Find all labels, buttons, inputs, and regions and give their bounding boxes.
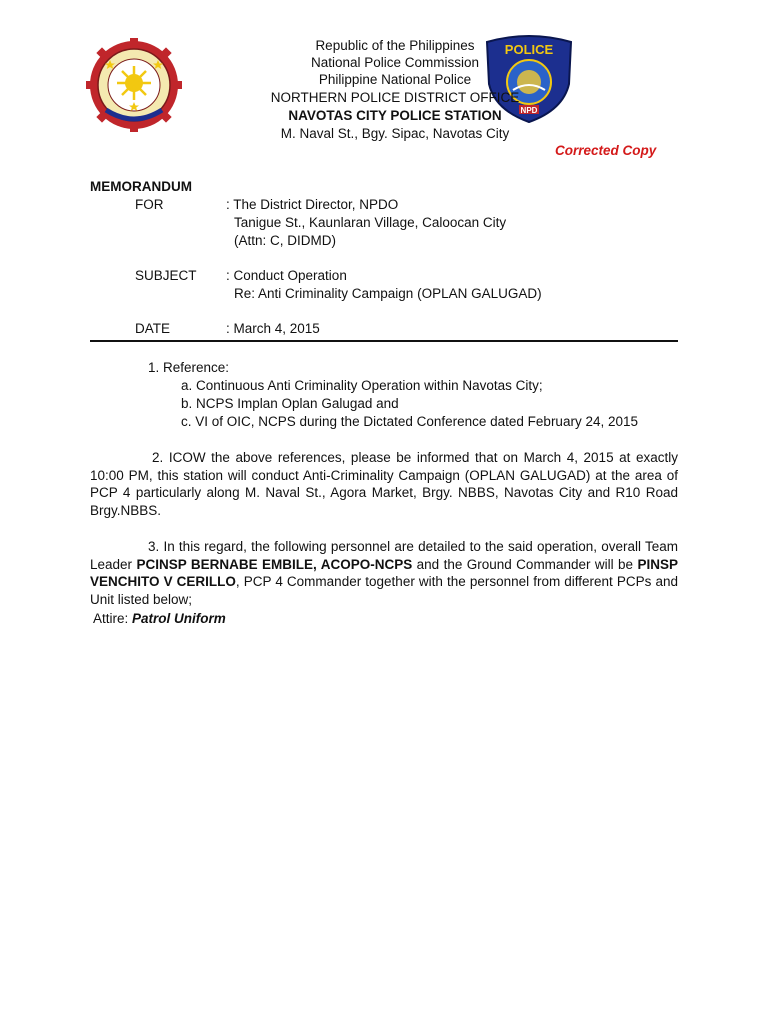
header-divider <box>90 340 678 342</box>
pnp-seal-logo <box>86 38 182 132</box>
header-line-district: NORTHERN POLICE DISTRICT OFFICE <box>270 90 520 105</box>
reference-heading: 1. Reference: <box>148 360 230 375</box>
paragraph-3-text-c: and the Ground Commander will be <box>412 556 638 572</box>
date-value: : March 4, 2015 <box>226 321 320 336</box>
for-attention: (Attn: C, DIDMD) <box>234 233 337 248</box>
badge-title: POLICE <box>504 42 554 57</box>
for-label: FOR <box>135 197 164 212</box>
reference-item-a: a. Continuous Anti Criminality Operation within Navotas City; <box>181 378 543 393</box>
header-line-station: NAVOTAS CITY POLICE STATION <box>288 108 502 123</box>
paragraph-3-text-a: 3. In this regard, the following personnel are detailed to the said operation, overall Team Leader <box>90 539 678 572</box>
team-leader-name: PCINSP BERNABE EMBILE, ACOPO-NCPS <box>136 556 413 572</box>
ground-commander-name: PINSP VENCHITO V CERILLO <box>90 556 678 590</box>
for-address: Tanigue St., Kaunlaran Village, Caloocan City <box>234 215 507 230</box>
attire-line <box>93 610 226 628</box>
attire-label: Attire: <box>93 611 133 626</box>
paragraph-3-text-e: , PCP 4 Commander together with the personnel from different PCPs and Unit listed below; <box>90 574 678 607</box>
memo-heading: MEMORANDUM <box>90 179 192 194</box>
badge-bottom-text: NPD <box>520 106 538 115</box>
sun-icon <box>117 66 151 100</box>
header-line-pnp: Philippine National Police <box>318 72 472 87</box>
header-line-address: M. Naval St., Bgy. Sipac, Navotas City <box>280 126 510 141</box>
corrected-copy-label: Corrected Copy <box>555 143 657 158</box>
subject-re-line: Re: Anti Criminality Campaign (OPLAN GALUGAD) <box>234 286 542 301</box>
subject-line: : Conduct Operation <box>226 268 347 283</box>
for-recipient: : The District Director, NPDO <box>226 197 399 212</box>
paragraph-2: 2. ICOW the above references, please be informed that on March 4, 2015 at exactly 10:00 PM, this station will conduct Anti-Criminality Campaign (OPLAN GALUGAD) at the area of PCP 4 particularly along M. Naval St., Agora Market, Brgy. NBBS, Navotas City and R10 Road Brgy.NBBS. <box>90 450 678 518</box>
header-line-napolcom: National Police Commission <box>310 55 480 70</box>
header-line-republic: Republic of the Philippines <box>315 38 475 53</box>
date-label: DATE <box>135 321 171 336</box>
paragraph-3 <box>90 538 678 608</box>
reference-item-c: c. VI of OIC, NCPS during the Dictated Conference dated February 24, 2015 <box>181 414 638 429</box>
reference-item-b: b. NCPS Implan Oplan Galugad and <box>181 396 399 411</box>
subject-label: SUBJECT <box>135 268 197 283</box>
attire-value: Patrol Uniform <box>132 611 226 626</box>
